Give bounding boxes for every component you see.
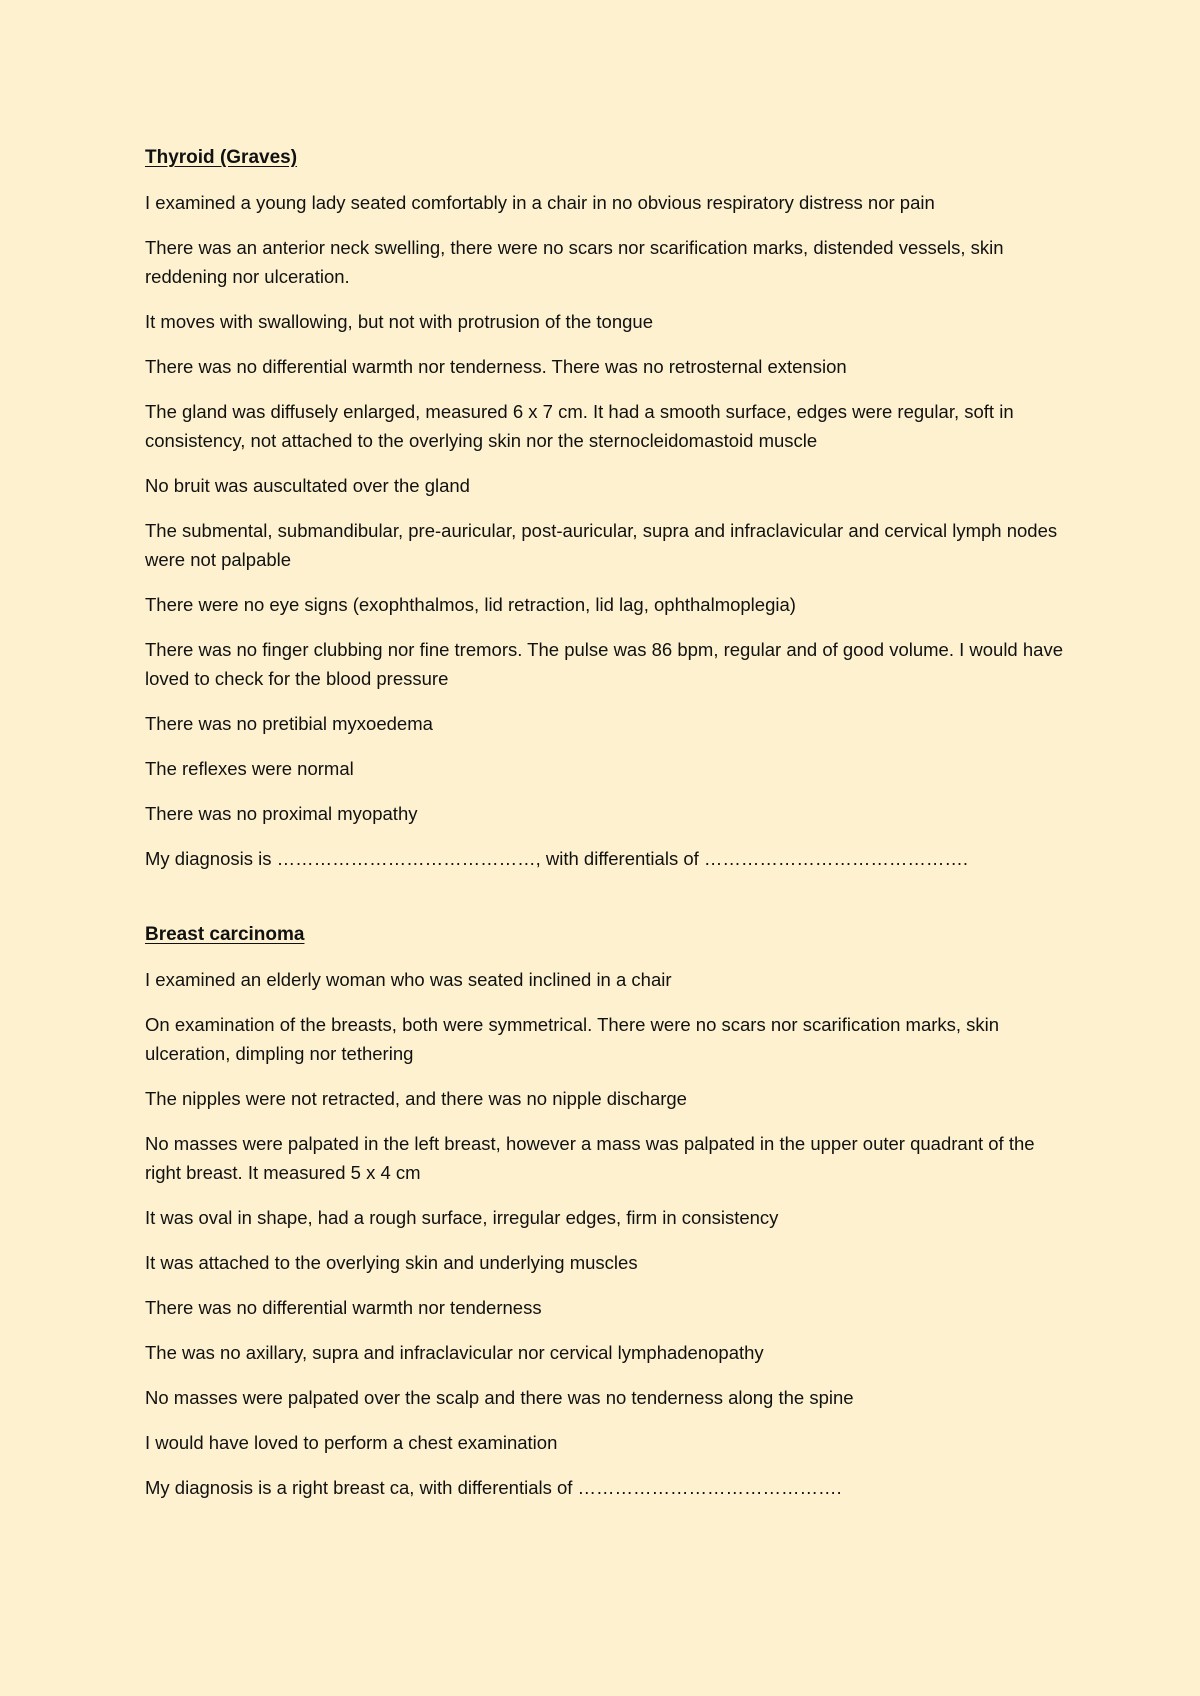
- section-title: Breast carcinoma: [145, 924, 305, 945]
- paragraph: There was no differential warmth nor tenderness: [145, 1297, 542, 1318]
- section-title: Thyroid (Graves): [145, 147, 298, 168]
- paragraph: There were no eye signs (exophthalmos, lid retraction, lid lag, ophthalmoplegia): [145, 594, 796, 615]
- paragraph: The nipples were not retracted, and there was no nipple discharge: [145, 1088, 687, 1109]
- paragraph: No masses were palpated over the scalp and there was no tenderness along the spine: [145, 1387, 854, 1408]
- paragraph: No bruit was auscultated over the gland: [145, 475, 470, 496]
- paragraph: There was an anterior neck swelling, there were no scars nor scarification marks, distended vessels, skin reddening nor ulceration.: [145, 237, 1004, 287]
- paragraph: There was no differential warmth nor tenderness. There was no retrosternal extension: [145, 356, 847, 377]
- paragraph: My diagnosis is a right breast ca, with differentials of …………………………………….: [145, 1477, 842, 1498]
- paragraph: No masses were palpated in the left breast, however a mass was palpated in the upper outer quadrant of the right breast. It measured 5 x 4 cm: [145, 1133, 1035, 1183]
- paragraph: It moves with swallowing, but not with protrusion of the tongue: [145, 311, 653, 332]
- section-breast-carcinoma: [145, 920, 1100, 1502]
- paragraph: On examination of the breasts, both were symmetrical. There were no scars nor scarification marks, skin ulceration, dimpling nor tethering: [145, 1014, 1000, 1064]
- paragraph: I would have loved to perform a chest examination: [145, 1432, 558, 1453]
- section-thyroid: [145, 143, 1100, 873]
- paragraph: The submental, submandibular, pre-auricular, post-auricular, supra and infraclavicular and cervical lymph nodes were not palpable: [145, 520, 1058, 570]
- paragraph: I examined an elderly woman who was seated inclined in a chair: [145, 969, 672, 990]
- paragraph: There was no proximal myopathy: [145, 803, 418, 824]
- paragraph: The reflexes were normal: [145, 758, 354, 779]
- paragraph: The gland was diffusely enlarged, measured 6 x 7 cm. It had a smooth surface, edges were regular, soft in consistency, not attached to the overlying skin nor the sternocleidomastoid muscle: [145, 401, 1014, 451]
- paragraph: It was attached to the overlying skin and underlying muscles: [145, 1252, 638, 1273]
- paragraph: There was no finger clubbing nor fine tremors. The pulse was 86 bpm, regular and of good volume. I would have loved to check for the blood pressure: [145, 639, 1063, 689]
- paragraph: There was no pretibial myxoedema: [145, 713, 433, 734]
- paragraph: I examined a young lady seated comfortably in a chair in no obvious respiratory distress nor pain: [145, 192, 935, 213]
- paragraph: My diagnosis is ……………………………………, with differentials of …………………………………….: [145, 848, 969, 869]
- paragraph: The was no axillary, supra and infraclavicular nor cervical lymphadenopathy: [145, 1342, 764, 1363]
- paragraph: It was oval in shape, had a rough surface, irregular edges, firm in consistency: [145, 1207, 779, 1228]
